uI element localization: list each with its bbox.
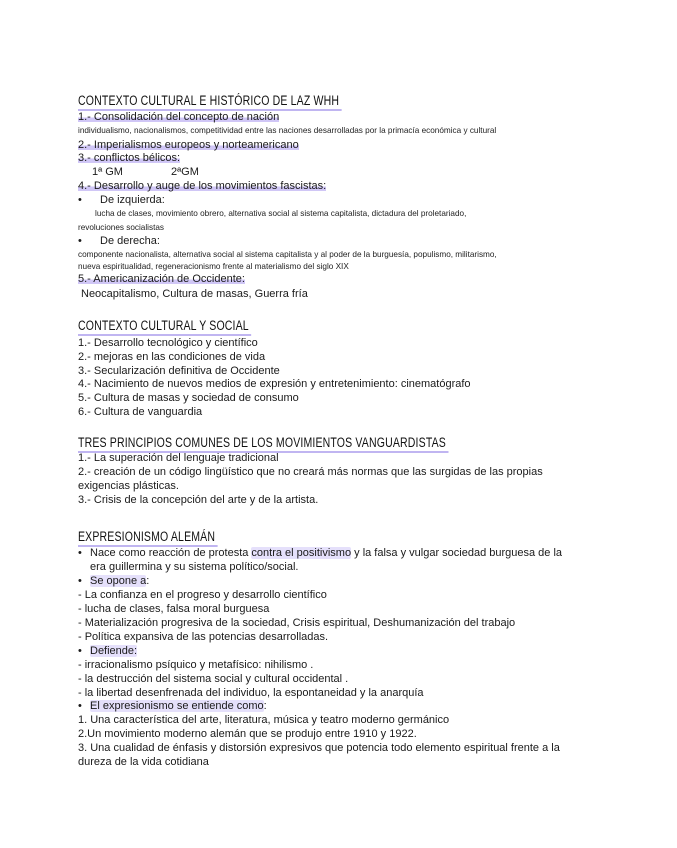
section-3-title [78, 435, 658, 450]
s1-heading-1: 1.- Consolidación del concepto de nación [78, 111, 280, 123]
section-4-title-text: EXPRESIONISMO ALEMÁN [78, 529, 217, 547]
s4-opone-item-2: - lucha de clases, falsa moral burguesa [78, 603, 270, 615]
s4-positivismo-highlight: contra el positivismo [251, 547, 352, 559]
s4-entiende-item-3b: dureza de la vida cotidiana [78, 756, 209, 768]
s1-para-1: individualismo, nacionalismos, competitividad entre las naciones desarrolladas por la primacía económica y cultural [78, 126, 497, 135]
section-3-title-text: TRES PRINCIPIOS COMUNES DE LOS MOVIMIENTOS VANGUARDISTAS [78, 435, 448, 453]
bullet: • [78, 575, 82, 587]
s1-heading-5: 5.- Americanización de Occidente: [78, 273, 245, 285]
section-4-title [78, 529, 658, 544]
s2-item-4: 4.- Nacimiento de nuevos medios de expresión y entretenimiento: cinematógrafo [78, 378, 471, 390]
s1-derecha: • De derecha: [78, 235, 160, 247]
s4-defiende-item-3: - la libertad desenfrenada del individuo, la espontaneidad y la anarquía [78, 687, 424, 699]
s4-entiende-item-1: 1. Una característica del arte, literatura, música y teatro moderno germánico [78, 714, 450, 726]
s1-heading-3: 3.- conflictos bélicos: [78, 152, 181, 164]
s1-izquierda: • De izquierda: [78, 194, 165, 206]
s4-defiende-item-2: - la destrucción del sistema social y cultural occidental . [78, 673, 349, 685]
section-1-title-text: CONTEXTO CULTURAL E HISTÓRICO DE LAZ WHH [78, 93, 341, 111]
s4-entiende-heading: • El expresionismo se entiende como: [78, 700, 267, 712]
s3-item-2b: exigencias plásticas. [78, 480, 179, 492]
s1-para-5: Neocapitalismo, Cultura de masas, Guerra fría [81, 288, 308, 300]
s4-defiende-heading: • Defiende: [78, 645, 138, 657]
s4-entiende-item-3a: 3. Una cualidad de énfasis y distorsión expresivos que potencia todo elemento espiritual frente a la [78, 742, 560, 754]
s3-item-3: 3.- Crisis de la concepción del arte y de la artista. [78, 494, 319, 506]
section-1-title [78, 93, 658, 108]
s4-opone-item-3: - Materialización progresiva de la sociedad, Crisis espiritual, Deshumanización del trabajo [78, 617, 516, 629]
bullet: • [78, 235, 82, 247]
s2-item-6: 6.- Cultura de vanguardia [78, 406, 203, 418]
s1-gm-line [92, 166, 672, 180]
s4-entiende-item-2: 2.Un movimiento moderno alemán que se produjo entre 1910 y 1922. [78, 728, 417, 740]
s4-defiende-item-1: - irracionalismo psíquico y metafísico: nihilismo . [78, 659, 314, 671]
s1-gm-2: 2ªGM [170, 166, 199, 178]
s4-opone-item-1: - La confianza en el progreso y desarrollo científico [78, 589, 327, 601]
bullet: • [78, 700, 82, 712]
s2-item-3: 3.- Secularización definitiva de Occidente [78, 365, 280, 377]
s2-item-2: 2.- mejoras en las condiciones de vida [78, 351, 266, 363]
bullet: • [78, 547, 82, 559]
s2-item-1: 1.- Desarrollo tecnológico y científico [78, 337, 258, 349]
s4-nace-line: • Nace como reacción de protesta contra el positivismo y la falsa y vulgar sociedad burguesa de la [78, 547, 563, 559]
s1-gm-1: 1ª GM [92, 166, 123, 178]
s4-opone-item-4: - Política expansiva de las potencias desarrolladas. [78, 631, 329, 643]
s1-derecha-text-2: nueva espiritualidad, regeneracionismo frente al materialismo del siglo XIX [78, 262, 349, 271]
section-2-title [78, 318, 658, 333]
s4-opone-heading: • Se opone a: [78, 575, 150, 587]
s1-heading-4: 4.- Desarrollo y auge de los movimientos fascistas: [78, 180, 327, 192]
section-2-title-text: CONTEXTO CULTURAL Y SOCIAL [78, 318, 251, 336]
s1-derecha-text-1: componente nacionalista, alternativa social al sistema capitalista y al poder de la burguesía, populismo, militarismo, [78, 250, 497, 259]
bullet: • [78, 645, 82, 657]
s1-izquierda-text-2: revoluciones socialistas [78, 223, 165, 232]
s1-izquierda-text-1: lucha de clases, movimiento obrero, alternativa social al sistema capitalista, dictadura del proletariado, [95, 209, 467, 218]
s3-item-2a: 2.- creación de un código lingüístico que no creará más normas que las surgidas de las propias [78, 466, 543, 478]
s3-item-1: 1.- La superación del lenguaje tradicional [78, 452, 279, 464]
s1-heading-2: 2.- Imperialismos europeos y norteamericano [78, 139, 299, 151]
s2-item-5: 5.- Cultura de masas y sociedad de consumo [78, 392, 299, 404]
s4-nace-line-2: era guillermina y su sistema político/social. [90, 561, 299, 573]
bullet: • [78, 194, 82, 206]
